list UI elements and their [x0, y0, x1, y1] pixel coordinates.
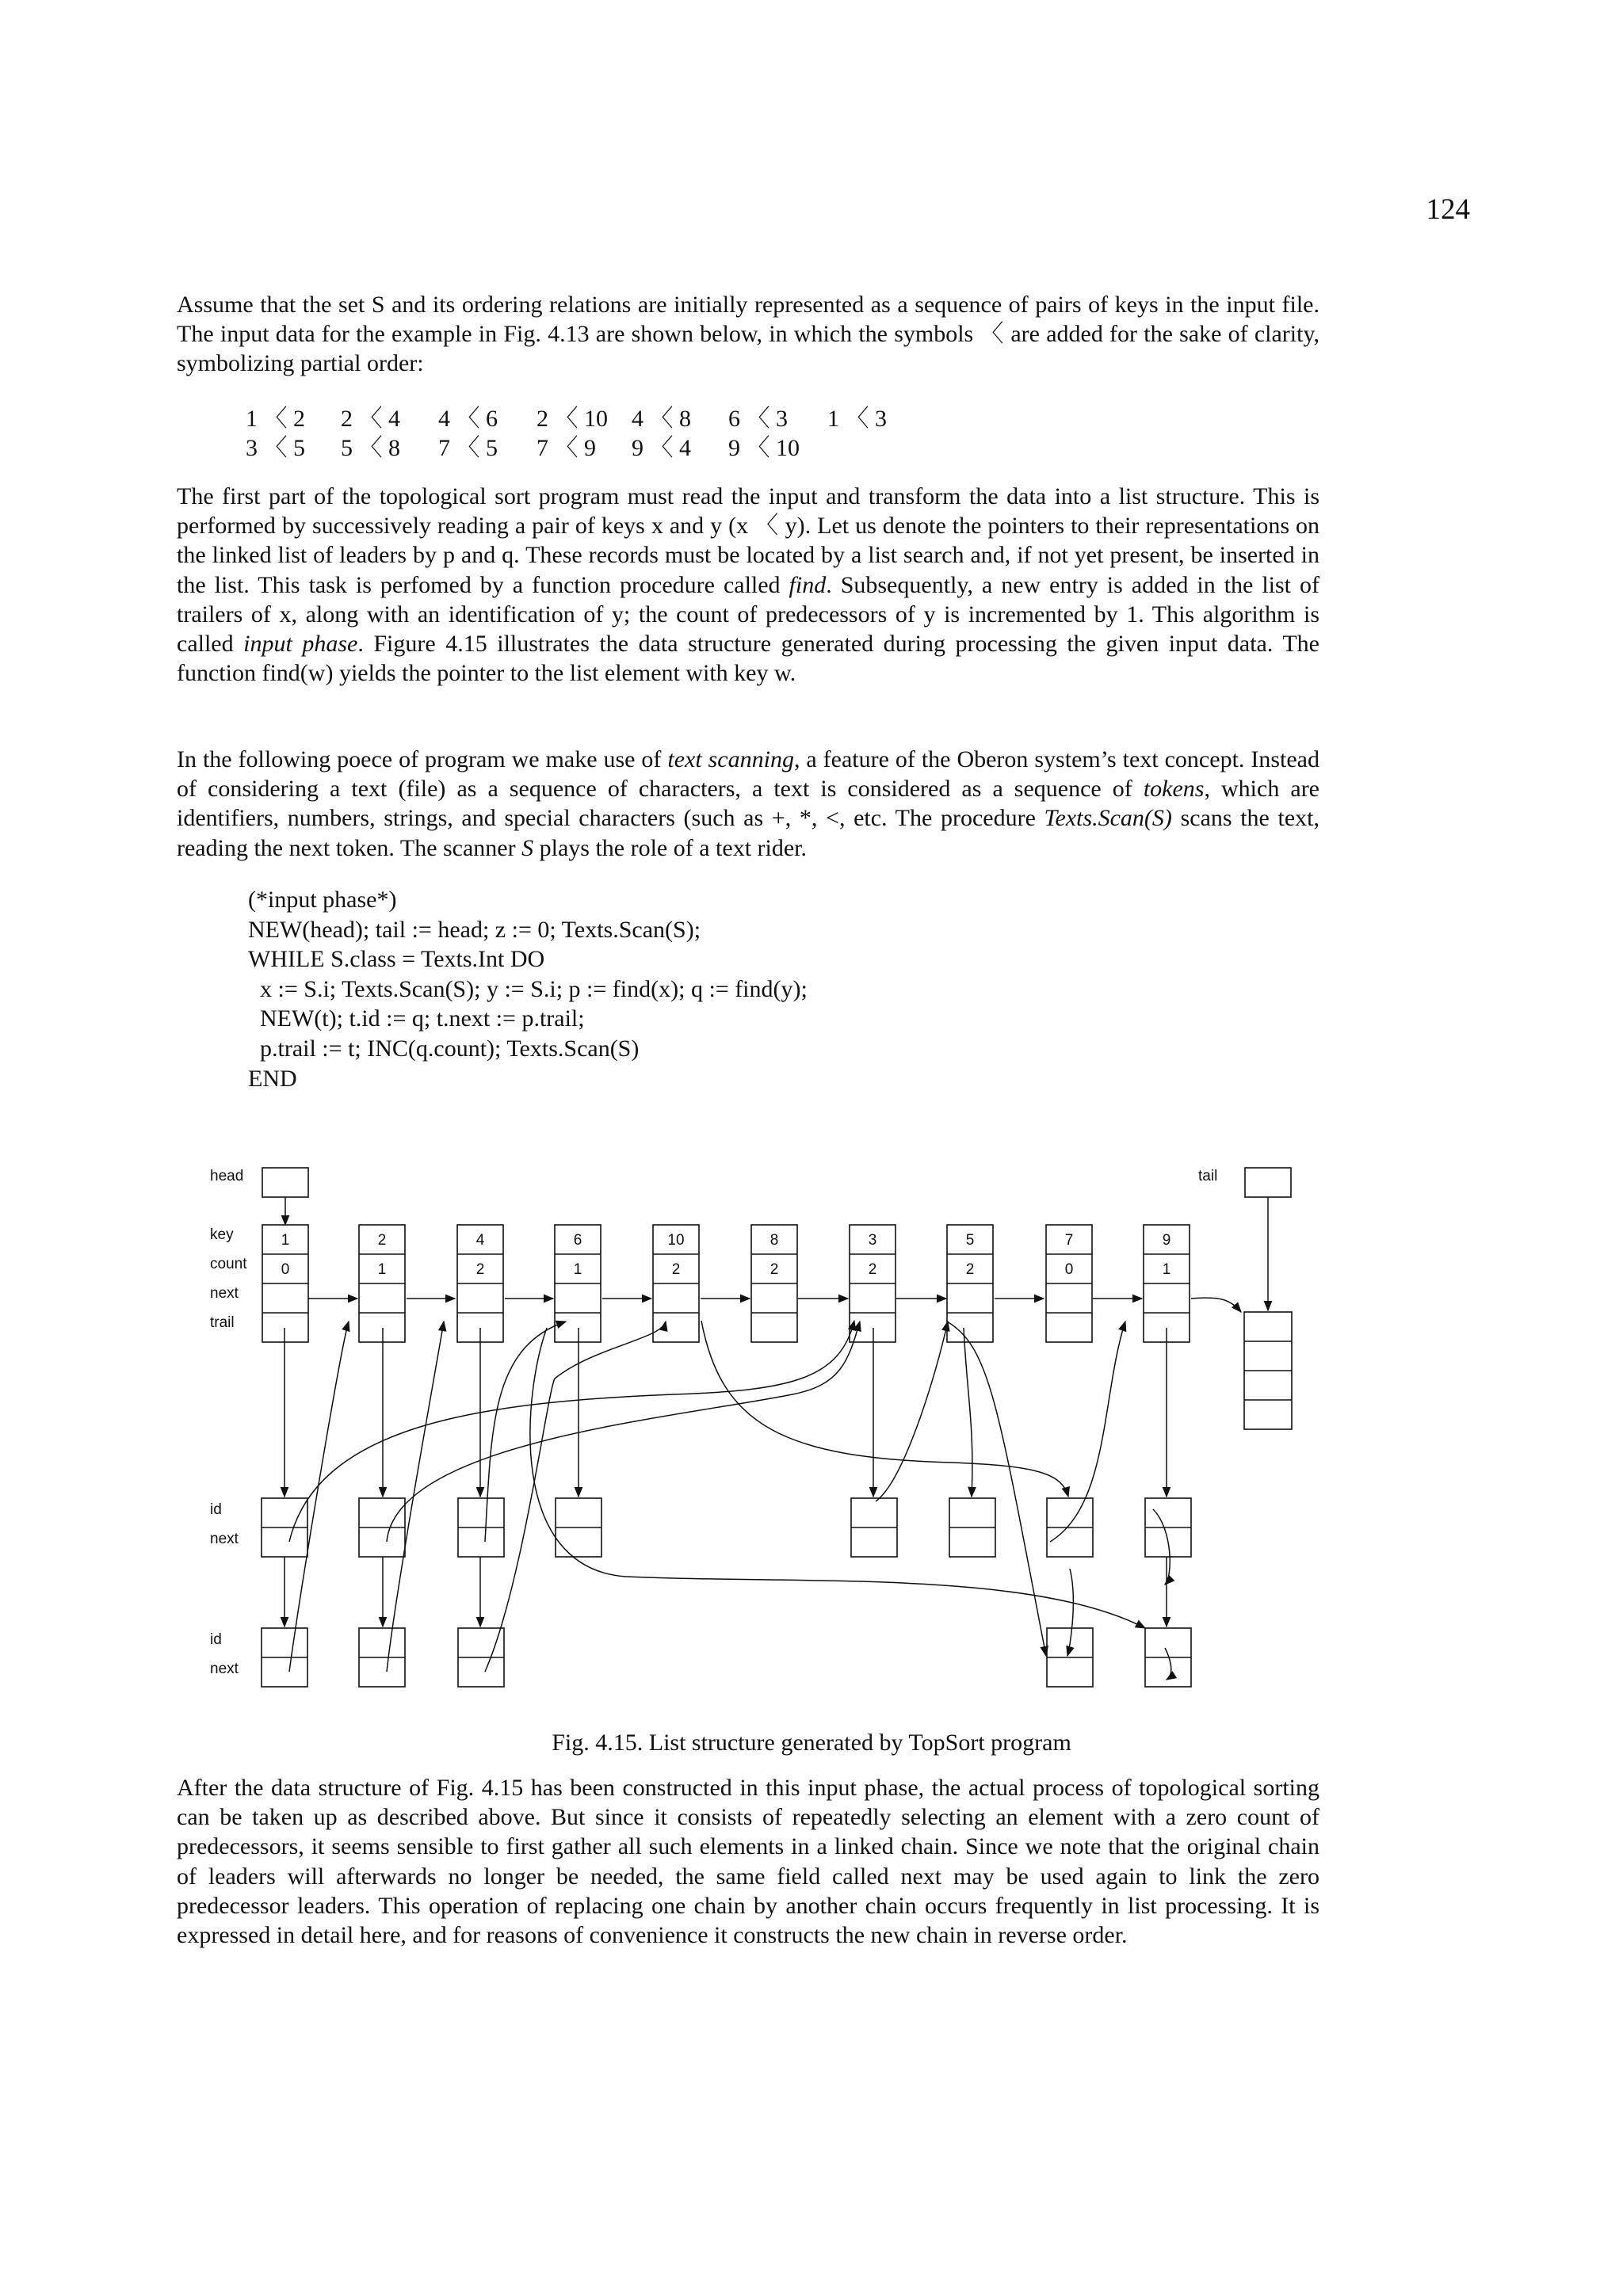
code-line: (*input phase*) — [248, 887, 397, 913]
leader-count: 1 — [377, 1261, 387, 1278]
paragraph-sorting: After the data structure of Fig. 4.15 has been constructed in this input phase, the actual process of topological sorting can be taken up as described above. But since it consists of repeatedly selecting an element with a zero count of predecessors, it seems sensible to first gather all such elements in a linked chain. Since we note that the original chain of leaders will afterwards no longer be needed, the same field called next may be used again to link the zero predecessor leaders. This operation of replacing one chain by another chain occurs frequently in list processing. It is expressed in detail here, and for reasons of convenience it constructs the new chain in reverse order. — [177, 1775, 1319, 1949]
pair-cell: 7 〈 5 — [438, 435, 498, 461]
paragraph-intro: Assume that the set S and its ordering relations are initially represented as a sequence of pairs of keys in the input file. The input data for the example in Fig. 4.13 are shown below, in which the symbols 〈 are added for the sake of clarity, symbolizing partial order: — [177, 292, 1319, 377]
leader-count: 0 — [281, 1261, 290, 1278]
page-number: 124 — [1426, 193, 1470, 226]
leader-count: 2 — [475, 1261, 485, 1278]
emphasis-scanner: S — [521, 834, 534, 861]
pair-cell: 1 〈 3 — [827, 406, 887, 432]
emphasis-tokens: tokens — [1143, 776, 1205, 803]
code-line: NEW(head); tail := head; z := 0; Texts.Scan(S); — [248, 916, 701, 943]
label-next: next — [210, 1285, 239, 1302]
code-line: x := S.i; Texts.Scan(S); y := S.i; p := find(x); q := find(y); — [248, 975, 808, 1002]
label-next-row2: next — [210, 1661, 239, 1677]
pair-cell: 2 〈 10 — [537, 406, 608, 432]
code-line: p.trail := t; INC(q.count); Texts.Scan(S) — [248, 1035, 640, 1062]
leader-key: 4 — [475, 1232, 485, 1249]
emphasis-input-phase: input phase — [243, 631, 358, 658]
label-id-row2: id — [210, 1631, 222, 1648]
leader-count: 1 — [1162, 1261, 1171, 1278]
label-count: count — [210, 1256, 247, 1272]
text-run: plays the role of a text rider. — [533, 834, 808, 861]
leader-count: 1 — [573, 1261, 582, 1278]
leader-key: 8 — [769, 1232, 779, 1249]
leader-count: 0 — [1064, 1261, 1074, 1278]
pair-cell: 5 〈 8 — [341, 435, 400, 461]
figure-caption: Fig. 4.15. List structure generated by TopSort program — [552, 1730, 1071, 1756]
leader-key: 6 — [573, 1232, 582, 1249]
pair-cell: 4 〈 8 — [632, 406, 691, 432]
leader-key: 10 — [667, 1232, 685, 1249]
label-head: head — [210, 1168, 244, 1184]
pair-cell: 3 〈 5 — [246, 435, 305, 461]
pair-cell: 4 〈 6 — [438, 406, 498, 432]
pair-cell: 7 〈 9 — [537, 435, 596, 461]
trailer-nodes — [262, 1498, 1191, 1687]
pair-cell: 2 〈 4 — [341, 406, 400, 432]
text-run: In the following poece of program we make use of — [177, 746, 668, 772]
label-id-row1: id — [210, 1501, 222, 1518]
text-run: The first part of the topological sort program must read the input and transform the data into a list structure. This is performed by successively reading a pair of keys x and y (x 〈 y). Let us denote the pointers to their representations on the linked list of leaders by p and q. These records must be located by a list search and, if not yet present, be inserted in the list. This task is perfomed by a function procedure called — [177, 483, 1319, 598]
emphasis-find: find — [789, 571, 827, 598]
pair-cell: 1 〈 2 — [246, 406, 305, 432]
leader-count: 2 — [868, 1261, 877, 1278]
code-line: END — [248, 1065, 297, 1092]
label-key: key — [210, 1226, 234, 1243]
tail-box — [1245, 1168, 1291, 1197]
label-tail: tail — [1198, 1168, 1218, 1184]
label-trail: trail — [210, 1314, 235, 1331]
leader-count: 2 — [965, 1261, 975, 1278]
text-run: , which are identifiers, numbers, strings, and special characters (such as +, *, <, etc. The procedure — [177, 776, 1319, 832]
pair-cell: 9 〈 10 — [728, 435, 800, 461]
leader-key: 5 — [965, 1232, 975, 1249]
text-run: scans the text, reading the next token. The scanner — [177, 805, 1319, 861]
leader-key: 2 — [377, 1232, 387, 1249]
emphasis-texts-scan: Texts.Scan(S) — [1044, 805, 1172, 832]
leader-count: 2 — [671, 1261, 681, 1278]
code-line: NEW(t); t.id := q; t.next := p.trail; — [248, 1005, 585, 1032]
pair-cell: 6 〈 3 — [728, 406, 788, 432]
leader-key: 3 — [868, 1232, 877, 1249]
leader-key: 1 — [281, 1232, 290, 1249]
text-run: . Figure 4.15 illustrates the data structure generated during processing the given input data. The function find(w) yields the pointer to the list element with key w. — [177, 631, 1319, 687]
code-line: WHILE S.class = Texts.Int DO — [248, 946, 545, 973]
pair-cell: 9 〈 4 — [632, 435, 691, 461]
label-next-row1: next — [210, 1531, 239, 1547]
leader-key: 7 — [1064, 1232, 1074, 1249]
text-run: . Subsequently, a new entry is added in the list of trailers of x, along with an identification of y; the count of predecessors of y is incremented by 1. This algorithm is called — [177, 571, 1319, 658]
head-box — [262, 1168, 308, 1197]
emphasis-text-scanning: text scanning — [667, 746, 794, 772]
leader-count: 2 — [769, 1261, 779, 1278]
text-run: , a feature of the Oberon system’s text concept. Instead of considering a text (file) as a sequence of characters, a text is considered as a sequence of — [177, 746, 1319, 803]
leader-key: 9 — [1162, 1232, 1171, 1249]
